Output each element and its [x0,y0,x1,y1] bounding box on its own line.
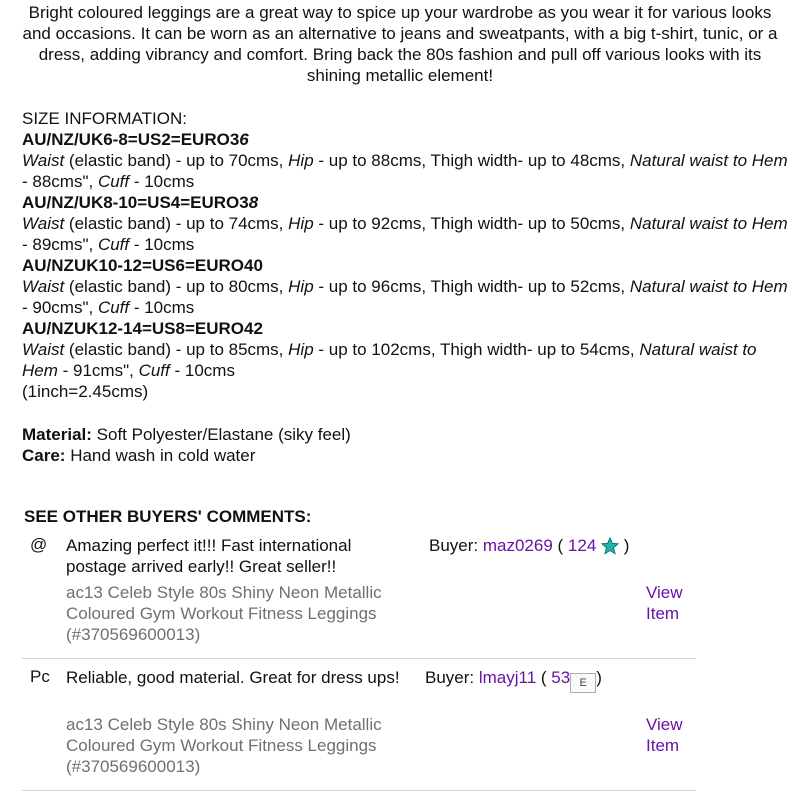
feedback-icon: Pc [30,667,50,686]
feedback-score-link[interactable]: 124 [567,536,597,555]
size-measurements: Waist (elastic band) - up to 74cms, Hip - up to 92cms, Thigh width- up to 50cms, Natural waist to Hem - 89cms", Cuff - 10cms [22,214,788,254]
item-title: ac13 Celeb Style 80s Shiny Neon Metallic Coloured Gym Workout Fitness Leggings (#370569600013) [66,583,382,644]
size-heading: SIZE INFORMATION: [22,109,187,128]
buyer-link[interactable]: maz0269 [482,536,553,555]
item-title: ac13 Celeb Style 80s Shiny Neon Metallic Coloured Gym Workout Fitness Leggings (#370569600013) [66,715,382,776]
comments-heading: SEE OTHER BUYERS' COMMENTS: [24,507,312,526]
size-label: AU/NZ/UK8-10=US4=EURO38 [22,193,259,212]
size-label: AU/NZUK12-14=US8=EURO42 [22,319,263,338]
material-care [22,424,351,466]
care-line: Care: Hand wash in cold water [22,446,256,465]
comment-text: Amazing perfect it!!! Fast international postage arrived early!! Great seller!! [66,536,352,576]
size-label: AU/NZUK10-12=US6=EURO40 [22,256,263,275]
buyer-info: Buyer: lmayj11 ( 53 E ) [425,667,602,693]
comment-row [22,535,696,659]
size-row [22,192,792,255]
size-conversion: (1inch=2.45cms) [22,382,149,401]
size-measurements: Waist (elastic band) - up to 70cms, Hip - up to 88cms, Thigh width- up to 48cms, Natural waist to Hem - 88cms", Cuff - 10cms [22,151,788,191]
size-row [22,318,792,381]
size-row [22,255,792,318]
view-item-link[interactable]: View Item [646,583,683,623]
material-line: Material: Soft Polyester/Elastane (siky feel) [22,425,351,444]
star-icon [601,537,619,555]
size-label: AU/NZ/UK6-8=US2=EURO36 [22,130,249,149]
size-information [22,108,792,402]
size-row [22,129,792,192]
size-measurements: Waist (elastic band) - up to 85cms, Hip - up to 102cms, Thigh width- up to 54cms, Natural waist to Hem - 91cms", Cuff - 10cms [22,340,757,380]
broken-image-icon: E [570,673,596,693]
buyer-info: Buyer: maz0269 ( 124 ) [429,536,630,555]
feedback-score-link[interactable]: 53 [551,668,571,687]
product-description: Bright coloured leggings are a great way to spice up your wardrobe as you wear it for various looks and occasions. It can be worn as an alternative to jeans and sweatpants, with a big t-shirt, tunic, or a dress, adding vibrancy and comfort. Bring back the 80s fashion and pull off various looks with its shining metallic element! [22,3,778,85]
comment-row [22,667,696,791]
view-item-link[interactable]: View Item [646,715,683,755]
buyer-link[interactable]: lmayj11 [478,668,537,687]
feedback-icon: @ [30,535,48,554]
size-measurements: Waist (elastic band) - up to 80cms, Hip - up to 96cms, Thigh width- up to 52cms, Natural waist to Hem - 90cms", Cuff - 10cms [22,277,788,317]
comment-text: Reliable, good material. Great for dress ups! [66,668,400,687]
